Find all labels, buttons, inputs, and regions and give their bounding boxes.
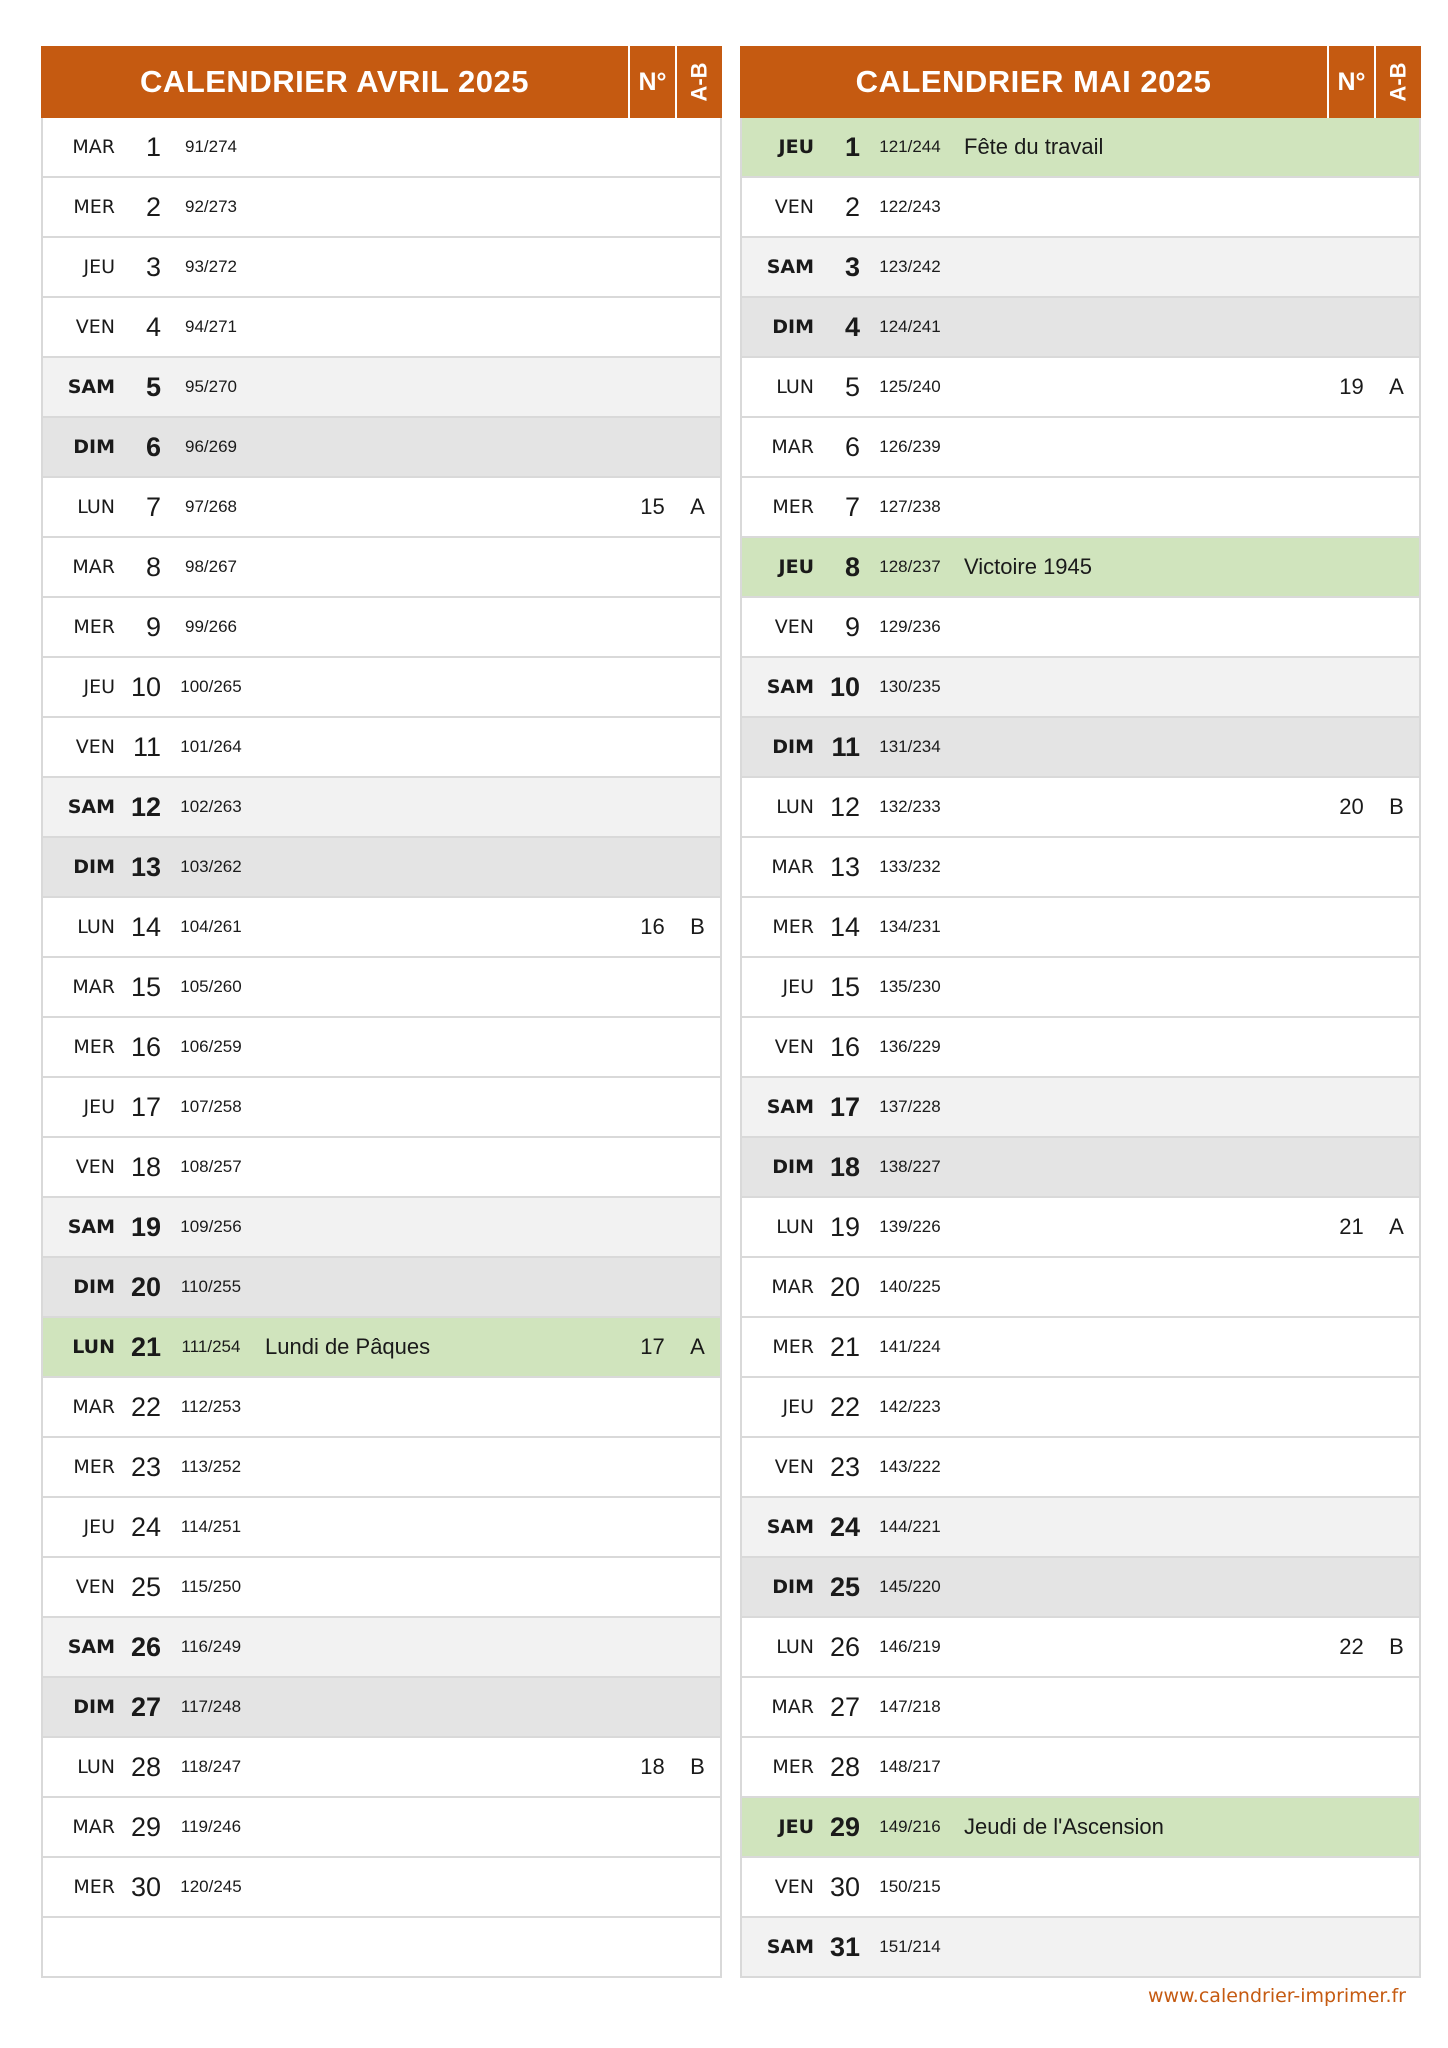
day-number: 3 [844,251,860,282]
day-number: 27 [130,1691,161,1722]
day-of-year: 111/254 [181,1337,241,1356]
day-number: 17 [829,1091,860,1122]
day-number: 6 [844,431,860,462]
day-number: 1 [844,131,860,162]
day-of-week: MAR [72,1816,115,1838]
day-of-year: 145/220 [879,1577,941,1596]
day-of-year: 142/223 [879,1397,941,1416]
day-number: 29 [130,1811,161,1842]
day-row [43,1798,720,1858]
day-of-year: 148/217 [879,1757,941,1776]
day-of-week: JEU [778,1816,814,1838]
day-of-year: 138/227 [879,1157,941,1176]
day-of-year: 108/257 [180,1157,242,1176]
day-of-year: 144/221 [879,1517,941,1536]
day-row [742,898,1419,958]
day-of-week: JEU [782,1396,814,1418]
day-number: 29 [829,1811,860,1842]
day-number: 16 [130,1031,161,1062]
day-of-year: 113/252 [180,1457,242,1476]
day-of-week: SAM [67,796,115,818]
day-row [742,418,1419,478]
day-row [742,1438,1419,1498]
day-of-week: DIM [772,1156,814,1178]
day-row [43,298,720,358]
day-of-week: MAR [771,436,814,458]
week-ab: A [1389,374,1404,399]
week-ab: B [1389,1634,1404,1659]
day-row [742,238,1419,298]
week-ab: A [1389,1214,1404,1239]
day-of-week: MAR [72,556,115,578]
day-of-year: 125/240 [879,377,941,396]
day-of-week: MAR [72,136,115,158]
week-ab: B [1389,794,1404,819]
day-of-year: 91/274 [185,137,237,156]
month-title: CALENDRIER AVRIL 2025 [140,64,529,99]
day-of-week: SAM [67,1636,115,1658]
day-row [742,1018,1419,1078]
day-of-year: 151/214 [879,1937,941,1956]
day-number: 24 [130,1511,161,1542]
day-of-year: 143/222 [879,1457,941,1476]
day-number: 4 [145,311,161,342]
day-row [43,1138,720,1198]
day-number: 10 [829,671,860,702]
week-ab: B [690,914,705,939]
week-number: 22 [1339,1634,1364,1659]
day-number: 11 [132,731,161,762]
day-row [43,838,720,898]
day-of-year: 96/269 [185,437,237,456]
day-of-year: 115/250 [180,1577,242,1596]
day-of-week: SAM [766,1516,814,1538]
week-ab: A [690,494,705,519]
day-row [742,1618,1419,1678]
day-row [43,238,720,298]
day-row [742,1918,1419,1976]
day-of-year: 95/270 [185,377,237,396]
day-of-week: LUN [776,1216,814,1238]
day-row [742,1738,1419,1798]
day-of-year: 150/215 [879,1877,941,1896]
day-of-week: MAR [72,1396,115,1418]
week-ab-header-label: A-B [686,62,712,102]
week-number: 21 [1339,1214,1364,1239]
day-row [43,958,720,1018]
day-row [742,598,1419,658]
day-number: 5 [145,371,161,402]
day-of-year: 134/231 [879,917,941,936]
week-number: 18 [640,1754,665,1779]
day-of-year: 126/239 [879,437,941,456]
calendar-april-2025 [41,46,722,1978]
holiday-name: Fête du travail [964,134,1104,159]
day-of-week: VEN [774,1456,814,1478]
day-of-year: 136/229 [879,1037,941,1056]
day-of-year: 122/243 [879,197,941,216]
day-of-year: 135/230 [879,977,941,996]
day-of-year: 117/248 [180,1697,242,1716]
day-row [43,1498,720,1558]
day-of-year: 140/225 [879,1277,941,1296]
day-of-week: DIM [73,1696,115,1718]
day-of-year: 102/263 [180,797,242,816]
day-of-week: VEN [75,736,115,758]
calendar-may-2025 [740,46,1421,1978]
day-of-year: 119/246 [180,1817,242,1836]
day-row [742,1078,1419,1138]
day-row [43,178,720,238]
day-row [43,1858,720,1918]
day-row [43,118,720,178]
day-of-week: MER [73,196,115,218]
day-row [43,1378,720,1438]
day-row [43,478,720,538]
day-number: 2 [844,191,860,222]
day-of-week: SAM [766,1936,814,1958]
day-number: 7 [145,491,161,522]
day-number: 12 [130,791,161,822]
day-row [742,778,1419,838]
day-of-week: JEU [778,556,814,578]
day-number: 30 [130,1871,161,1902]
day-of-week: LUN [776,1636,814,1658]
day-number: 30 [829,1871,860,1902]
day-row [43,598,720,658]
day-row [742,538,1419,598]
month-title: CALENDRIER MAI 2025 [855,64,1212,99]
day-of-year: 116/249 [180,1637,242,1656]
day-of-week: LUN [77,916,115,938]
empty-row [43,1918,720,1976]
day-of-week: DIM [73,856,115,878]
day-number: 11 [831,731,860,762]
day-row [43,778,720,838]
day-number: 18 [130,1151,161,1182]
day-number: 25 [130,1571,161,1602]
day-of-week: DIM [73,1276,115,1298]
day-row [742,358,1419,418]
day-row [742,1678,1419,1738]
day-number: 6 [145,431,161,462]
day-row [43,1438,720,1498]
day-number: 31 [829,1931,860,1962]
footer-url[interactable]: www.calendrier-imprimer.fr [1147,1985,1406,2007]
week-number: 19 [1339,374,1364,399]
day-number: 26 [829,1631,860,1662]
day-number: 19 [130,1211,161,1242]
day-of-year: 133/232 [879,857,941,876]
day-row [742,718,1419,778]
day-of-year: 107/258 [180,1097,242,1116]
day-of-week: MAR [771,856,814,878]
day-row [742,1858,1419,1918]
day-row [742,178,1419,238]
day-number: 8 [145,551,161,582]
day-row [43,1618,720,1678]
day-row [742,1378,1419,1438]
day-of-week: DIM [772,316,814,338]
day-of-year: 121/244 [879,137,941,156]
day-row [742,478,1419,538]
day-of-year: 98/267 [185,557,237,576]
week-ab-header-label: A-B [1385,62,1411,102]
day-row [43,1078,720,1138]
day-number: 12 [829,791,860,822]
day-number: 14 [130,911,161,942]
week-ab: B [690,1754,705,1779]
day-of-year: 123/242 [879,257,941,276]
day-number: 2 [145,191,161,222]
day-of-year: 105/260 [180,977,242,996]
day-row [742,298,1419,358]
day-number: 9 [145,611,161,642]
day-of-week: MER [73,1456,115,1478]
day-of-week: SAM [766,676,814,698]
day-row [742,838,1419,898]
day-of-year: 103/262 [180,857,242,876]
day-of-week: VEN [774,616,814,638]
day-of-week: MER [772,1756,814,1778]
day-number: 25 [829,1571,860,1602]
day-of-week: MER [772,1336,814,1358]
day-number: 17 [130,1091,161,1122]
day-of-week: DIM [73,436,115,458]
day-of-year: 100/265 [180,677,242,696]
day-of-year: 118/247 [180,1757,242,1776]
day-row [742,1138,1419,1198]
day-number: 15 [829,971,860,1002]
holiday-name: Victoire 1945 [964,554,1093,579]
day-of-week: SAM [766,256,814,278]
day-of-week: JEU [83,1516,115,1538]
day-of-week: VEN [774,196,814,218]
day-row [43,1258,720,1318]
day-row [43,358,720,418]
day-number: 7 [844,491,860,522]
day-number: 28 [130,1751,161,1782]
day-row [43,1318,720,1378]
day-of-week: JEU [83,1096,115,1118]
day-of-year: 101/264 [180,737,242,756]
day-number: 28 [829,1751,860,1782]
day-number: 5 [844,371,860,402]
week-number: 20 [1339,794,1364,819]
day-number: 21 [130,1331,161,1362]
day-of-week: DIM [772,736,814,758]
day-row [742,118,1419,178]
day-of-week: VEN [774,1876,814,1898]
day-of-week: MER [772,916,814,938]
day-row [43,1018,720,1078]
day-row [43,1198,720,1258]
day-of-week: LUN [776,796,814,818]
day-of-year: 124/241 [879,317,941,336]
day-number: 20 [130,1271,161,1302]
day-of-week: VEN [75,1156,115,1178]
day-number: 4 [844,311,860,342]
day-of-week: LUN [776,376,814,398]
day-of-year: 132/233 [879,797,941,816]
day-row [43,1678,720,1738]
day-of-week: JEU [83,676,115,698]
week-number: 17 [640,1334,665,1359]
day-number: 1 [145,131,161,162]
day-of-week: JEU [782,976,814,998]
day-number: 13 [829,851,860,882]
day-row [43,538,720,598]
day-row [742,1258,1419,1318]
day-row [742,658,1419,718]
day-of-year: 139/226 [879,1217,941,1236]
day-of-week: VEN [75,1576,115,1598]
day-of-week: MAR [771,1696,814,1718]
day-of-week: MER [772,496,814,518]
day-of-week: JEU [83,256,115,278]
month-header [41,46,722,118]
day-number: 14 [829,911,860,942]
week-number-header: N° [1327,46,1374,118]
day-of-week: LUN [77,1756,115,1778]
day-of-year: 149/216 [879,1817,941,1836]
day-number: 27 [829,1691,860,1722]
day-row [43,898,720,958]
day-of-year: 130/235 [879,677,941,696]
day-of-week: SAM [766,1096,814,1118]
week-ab: A [690,1334,705,1359]
day-of-year: 128/237 [879,557,941,576]
day-number: 15 [130,971,161,1002]
day-of-year: 127/238 [879,497,941,516]
day-of-week: MAR [72,976,115,998]
day-number: 22 [829,1391,860,1422]
week-number-header: N° [628,46,675,118]
day-of-week: VEN [75,316,115,338]
day-number: 19 [829,1211,860,1242]
day-rows [740,118,1421,1978]
day-number: 10 [130,671,161,702]
day-of-week: DIM [772,1576,814,1598]
day-of-week: JEU [778,136,814,158]
day-of-year: 114/251 [180,1517,242,1536]
day-of-year: 106/259 [180,1037,242,1056]
day-row [742,1318,1419,1378]
day-of-year: 94/271 [185,317,237,336]
day-row [43,718,720,778]
day-of-week: LUN [77,496,115,518]
week-number: 16 [640,914,665,939]
day-of-year: 93/272 [185,257,237,276]
day-row [43,1738,720,1798]
day-number: 13 [130,851,161,882]
day-of-week: MER [73,1876,115,1898]
day-number: 23 [130,1451,161,1482]
day-of-year: 137/228 [879,1097,941,1116]
day-number: 20 [829,1271,860,1302]
day-row [43,658,720,718]
day-number: 3 [145,251,161,282]
day-row [742,1558,1419,1618]
day-row [43,418,720,478]
day-number: 18 [829,1151,860,1182]
day-number: 8 [844,551,860,582]
holiday-name: Lundi de Pâques [265,1334,431,1359]
month-header [740,46,1421,118]
day-of-year: 120/245 [180,1877,242,1896]
day-number: 26 [130,1631,161,1662]
day-number: 22 [130,1391,161,1422]
day-of-year: 99/266 [185,617,237,636]
day-of-year: 97/268 [185,497,237,516]
week-ab-header [675,46,722,118]
day-number: 23 [829,1451,860,1482]
day-of-year: 92/273 [185,197,237,216]
week-ab-header [1374,46,1421,118]
day-row [742,1798,1419,1858]
day-number: 16 [829,1031,860,1062]
day-of-year: 141/224 [879,1337,941,1356]
day-of-week: MAR [771,1276,814,1298]
day-of-year: 109/256 [180,1217,242,1236]
day-row [742,1198,1419,1258]
day-of-year: 129/236 [879,617,941,636]
day-number: 24 [829,1511,860,1542]
day-of-year: 112/253 [180,1397,242,1416]
day-of-year: 146/219 [879,1637,941,1656]
week-number: 15 [640,494,665,519]
day-of-year: 104/261 [180,917,242,936]
holiday-name: Jeudi de l'Ascension [964,1814,1164,1839]
day-rows [41,118,722,1978]
day-row [742,958,1419,1018]
day-of-week: LUN [72,1336,115,1358]
day-of-week: MER [73,616,115,638]
day-of-week: VEN [774,1036,814,1058]
day-of-week: MER [73,1036,115,1058]
day-number: 21 [829,1331,860,1362]
day-number: 9 [844,611,860,642]
day-row [43,1558,720,1618]
day-of-week: SAM [67,376,115,398]
day-of-year: 110/255 [180,1277,242,1296]
day-row [742,1498,1419,1558]
day-of-year: 131/234 [879,737,941,756]
day-of-year: 147/218 [879,1697,941,1716]
day-of-week: SAM [67,1216,115,1238]
